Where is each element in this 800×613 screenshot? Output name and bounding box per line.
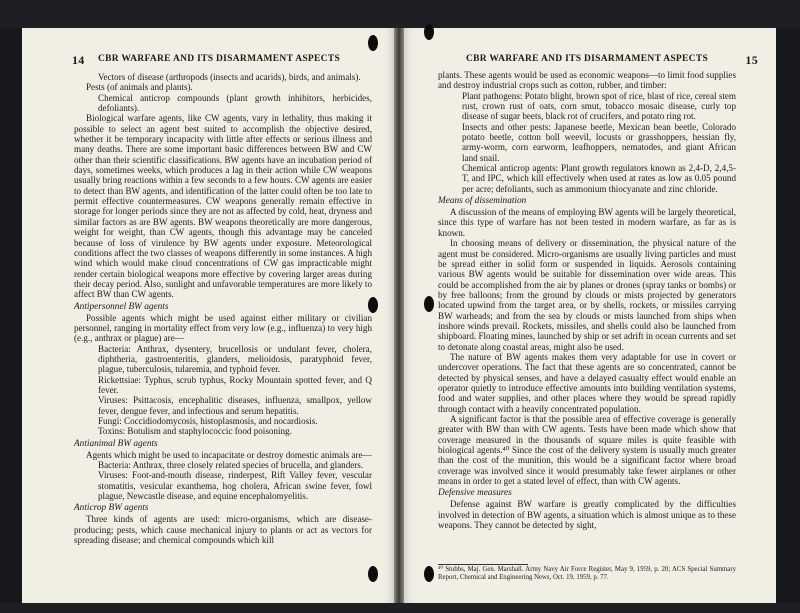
right-page-number: 15 (745, 53, 758, 67)
paragraph: In choosing means of delivery or dissemination, the physical nature of the agent must be considered. Micro-organisms are usually living particles and must be spread either in solid form or suspended in liquids. Aerosols containing various BW agents would be suitable for dissemination over wide areas. This could be accomplished from the air by planes or drones (spray tanks or bombs) or by free balloons; from the ground by clouds or mists projected by generators located upwind from the target area, or by shells, rockets, or missiles carrying BW warheads; and from the sea by clouds or mists launched from ships when inshore winds prevail. Rockets, missiles, and shells could also be launched from shipboard. Floating mines, launched by ship or set adrift in ocean currents and set to detonate along coastal areas, might also be used. (438, 238, 736, 352)
list-item: Pests (of animals and plants). (86, 82, 193, 93)
binding-hole-left-middle (368, 297, 378, 313)
paragraph: Defense against BW warfare is greatly complicated by the difficulties involved in detection of BW agents, a situation which is almost unique as to these weapons. They cannot be detected by sight, (438, 499, 736, 531)
binding-hole-right-bottom (424, 566, 434, 582)
left-running-title: CBR WARFARE AND ITS DISARMAMENT ASPECTS (97, 54, 341, 64)
section-heading: Means of dissemination (438, 196, 527, 207)
paragraph: The nature of BW agents makes them very adaptable for use in covert or undercover operations. The fact that these agents are so concentrated, cannot be detected by physical senses, and have a delayed casualty effect would enable an operator quietly to introduce effective amounts into building ventilation systems, food and water supplies, and other places where they would be spread rapidly through contact with a heavily concentrated population. (438, 351, 736, 414)
list-item: Vectors of disease (arthropods (insects and acarids), birds, and animals). (98, 72, 361, 82)
paragraph: plants. These agents would be used as economic weapons—to limit food supplies and destroy industrial crops such as cotton, rubber, and timber: (438, 70, 736, 91)
paragraph: Biological warfare agents, like CW agents, vary in lethality, thus making it possible to select an agent best suited to accomplish the objective desired, whether it be temporary incapacity with little after effects or serious illness and many deaths. There are some important basic differences between BW and CW other than their scientific classifications. BW agents have an incubation period of days, sometimes weeks, which produces a lag in their action while CW weapons usually bring reactions within a few seconds to a few hours. CW agents are easier to detect than BW agents, and identification of the latter could often be too late to permit effective countermeasures. CW weapons generally remain effective in storage for longer periods since they are not as affected by cold, heat, dryness and similar factors as are BW agents. BW weapons theoretically are more dangerous, weight for weight, than CW agents, though this advantage may be canceled because of loss of virulence by BW agents under exposure. Meteorological conditions affect the two classes of weapons differently in some instances. A high wind which would make cloud concentrations of CW gas impracticable might render certain biological weapons more effective by covering larger areas during their decay period. Also, sunlight and unfavorable temperatures are more likely to affect BW than CW agents. (74, 113, 372, 300)
paragraph: Possible agents which might be used against either military or civilian personnel, ranging in mortality effect from very low (e.g., influenza) to very high (e.g., anthrax or plague) are— (74, 312, 372, 344)
binding-hole-left-top (368, 35, 378, 51)
list-item: Rickettsiae: Typhus, scrub typhus, Rocky Mountain spotted fever, and Q fever. (98, 374, 372, 395)
paragraph: Three kinds of agents are used: micro-organisms, which are disease-producing; pests, which cause mechanical injury to plants or act as vectors for spreading disease; and chemical compounds which kill (74, 514, 372, 546)
right-running-title: CBR WARFARE AND ITS DISARMAMENT ASPECTS (465, 54, 709, 64)
binding-hole-left-bottom (368, 566, 378, 582)
scanner-frame-top (0, 0, 800, 28)
paragraph: A discussion of the means of employing BW agents will be largely theoretical, since this type of warfare has not been tested in modern warfare, as far as is known. (438, 207, 736, 238)
list-item: Chemical anticrop compounds (plant growth inhibitors, herbicides, defoliants). (98, 92, 372, 114)
left-body-text (74, 72, 372, 545)
right-page (404, 28, 776, 603)
list-item: Bacteria: Anthrax, dysentery, brucellosis or undulant fever, cholera, diphtheria, gastroenteritis, glanders, melioidosis, paratyphoid fever, plague, tuberculosis, tularemia, and typhoid fever. (98, 343, 372, 375)
list-item: Chemical anticrop agents: Plant growth regulators known as 2,4-D, 2,4,5-T, and IPC, which kill effectively when used at rates as low as 0.05 pound per acre; defoliants, such as ammonium thiocyanate and zinc chloride. (462, 163, 736, 194)
paragraph: A significant factor is that the possible area of effective coverage is generally greater with BW than with CW agents. Tests have been made which show that coverage measured in the thousands of square miles is quite feasible with biological agents.⁴⁰ Since the cost of the delivery system is usually much greater than the cost of the munition, this would be a significant factor where broad coverage was involved since it would presumably take fewer airplanes or other means in order to get a stated level of effect, than with CW agents. (438, 414, 736, 487)
scanner-frame-bottom (0, 603, 800, 613)
list-item: Plant pathogens: Potato blight, brown spot of rice, blast of rice, cereal stem rust, crown rust of oats, corn smut, tobacco mosaic disease, curly top disease of sugar beets, black rot of crucifers, and potato ring rot. (462, 90, 736, 122)
left-page (22, 28, 394, 603)
list-item: Bacteria: Anthrax, three closely related species of brucella, and glanders. (98, 460, 364, 471)
list-item: Fungi: Coccidiodomycosis, histoplasmosis, and nocardiosis. (98, 416, 318, 426)
footnote: ⁴⁰ Stubbs, Maj. Gen. Marshall. Army Navy Air Force Register, May 9, 1959, p. 20; ACS Special Summary Report, Chemical and Engineering News, Oct. 19, 1959, p. 77. (438, 566, 736, 581)
list-item: Viruses: Psittacosis, encephalitic diseases, influenza, smallpox, yellow fever, dengue fever, and infectious and serum hepatitis. (98, 395, 372, 416)
list-item: Viruses: Foot-and-mouth disease, rinderpest, Rift Valley fever, vescular stomatitis, vesicular exanthema, hog cholera, African swine fever, fowl plague, Newcastle disease, and equine encephalomyelitis. (98, 470, 372, 502)
book-gutter (394, 28, 404, 603)
footnote-rule (438, 564, 528, 565)
list-item: Toxins: Botulism and staphylococcic food poisoning. (98, 426, 292, 437)
left-page-number: 14 (72, 53, 85, 67)
binding-hole-right-middle (424, 296, 434, 312)
section-heading: Antianimal BW agents (74, 438, 158, 449)
section-heading: Anticrop BW agents (74, 503, 149, 514)
right-running-head (438, 53, 758, 68)
right-body-text (438, 70, 736, 530)
list-item: Insects and other pests: Japanese beetle, Mexican bean beetle, Colorado potato beetle, cotton boll weevil, locusts or grasshoppers, hessian fly, army-worm, corn earworm, leafhoppers, nematodes, and giant African land snail. (462, 121, 736, 163)
left-running-head (72, 54, 366, 68)
paragraph: Agents which might be used to incapacitate or destroy domestic animals are— (86, 449, 372, 460)
binding-hole-right-top (424, 24, 434, 40)
section-heading: Antipersonnel BW agents (74, 301, 169, 312)
section-heading: Defensive measures (438, 488, 512, 499)
